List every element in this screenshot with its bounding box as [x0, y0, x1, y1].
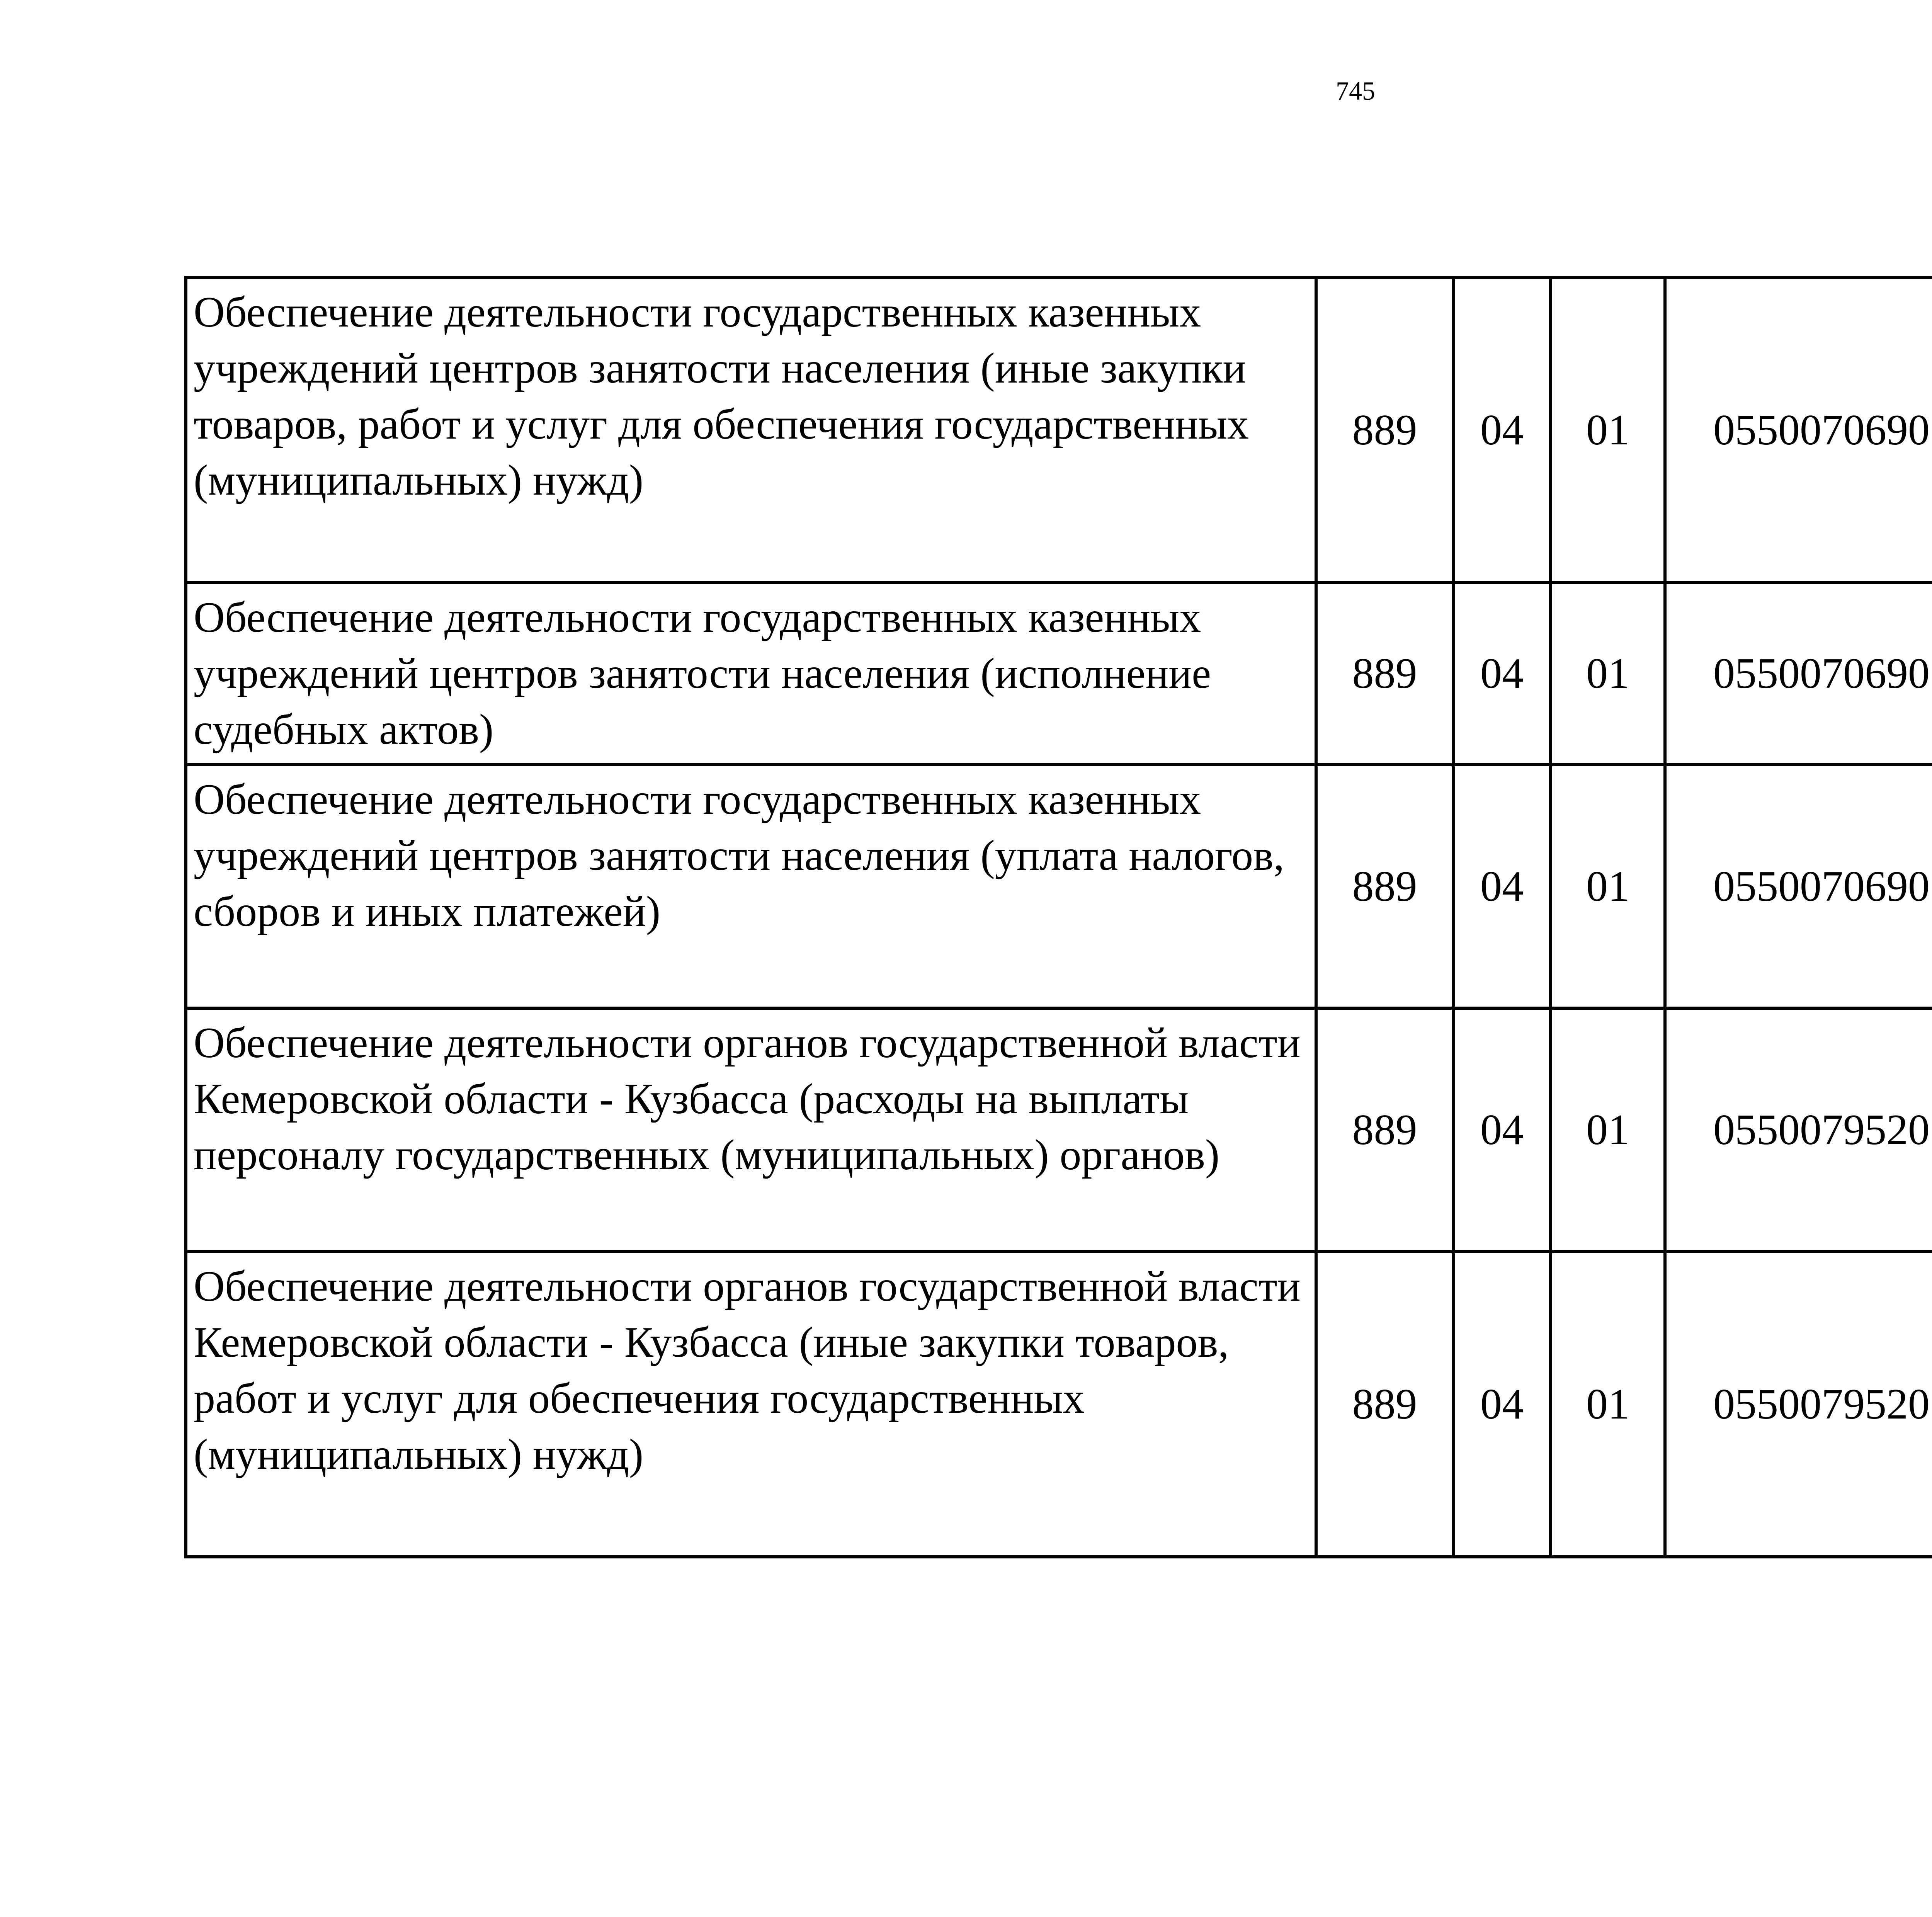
ministry-code-cell: 889 — [1316, 583, 1453, 765]
target-article-cell: 0550079520 — [1665, 1252, 1932, 1557]
section-code-cell: 04 — [1453, 583, 1551, 765]
subsection-code-cell: 01 — [1551, 1252, 1665, 1557]
ministry-code-cell: 889 — [1316, 277, 1453, 583]
subsection-code-cell: 01 — [1551, 1008, 1665, 1252]
description-cell: Обеспечение деятельности государственных казенных учреждений центров занятости населения (исполнение судебных актов) — [186, 583, 1316, 765]
budget-table — [184, 276, 1932, 1558]
subsection-code-cell: 01 — [1551, 277, 1665, 583]
section-code-cell: 04 — [1453, 765, 1551, 1008]
target-article-cell: 0550070690 — [1665, 765, 1932, 1008]
table-row — [186, 277, 1932, 583]
ministry-code-cell: 889 — [1316, 1008, 1453, 1252]
description-cell: Обеспечение деятельности государственных казенных учреждений центров занятости населения (иные закупки товаров, работ и услуг для обеспечения государственных (муниципальных) нужд) — [186, 277, 1316, 583]
table-row — [186, 765, 1932, 1008]
description-cell: Обеспечение деятельности органов государственной власти Кемеровской области - Кузбасса (иные закупки товаров, работ и услуг для обеспечения государственных (муниципальных) нужд) — [186, 1252, 1316, 1557]
description-cell: Обеспечение деятельности органов государственной власти Кемеровской области - Кузбасса (расходы на выплаты персоналу государственных (муниципальных) органов) — [186, 1008, 1316, 1252]
section-code-cell: 04 — [1453, 1008, 1551, 1252]
table-row — [186, 1252, 1932, 1557]
section-code-cell: 04 — [1453, 277, 1551, 583]
table-row — [186, 583, 1932, 765]
description-cell: Обеспечение деятельности государственных казенных учреждений центров занятости населения (уплата налогов, сборов и иных платежей) — [186, 765, 1316, 1008]
ministry-code-cell: 889 — [1316, 765, 1453, 1008]
section-code-cell: 04 — [1453, 1252, 1551, 1557]
target-article-cell: 0550070690 — [1665, 583, 1932, 765]
page-number: 745 — [1336, 76, 1375, 105]
target-article-cell: 0550079520 — [1665, 1008, 1932, 1252]
target-article-cell: 0550070690 — [1665, 277, 1932, 583]
subsection-code-cell: 01 — [1551, 765, 1665, 1008]
ministry-code-cell: 889 — [1316, 1252, 1453, 1557]
table-row — [186, 1008, 1932, 1252]
subsection-code-cell: 01 — [1551, 583, 1665, 765]
